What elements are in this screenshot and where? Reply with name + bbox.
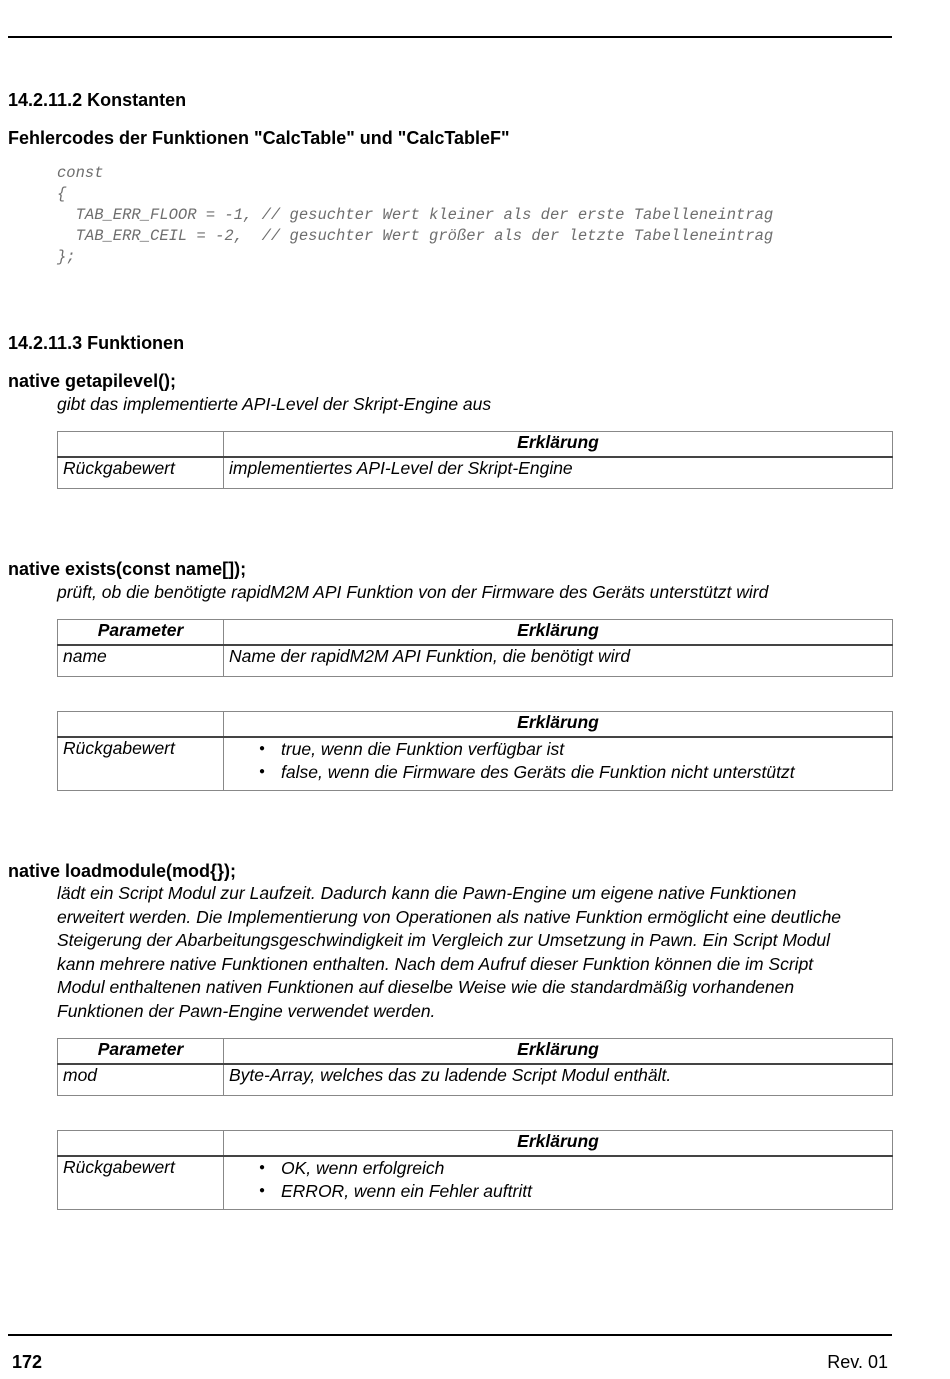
return-values: [224, 737, 893, 791]
table-header-cell: Erklärung: [224, 712, 893, 738]
revision-label: Rev. 01: [827, 1352, 888, 1372]
return-label: Rückgabewert: [58, 737, 224, 791]
description-line: lädt ein Script Modul zur Laufzeit. Dadurch kann die Pawn-Engine um eigene native Funktionen: [57, 883, 797, 903]
return-table-loadmodule: [57, 1130, 893, 1210]
table-header-cell: Erklärung: [224, 1131, 893, 1157]
list-item: ● false, wenn die Firmware des Geräts die Funktion nicht unterstützt: [281, 761, 887, 784]
return-values: [224, 1156, 893, 1210]
page-number: 172: [12, 1352, 43, 1372]
description-line: Funktionen der Pawn-Engine verwendet werden.: [57, 1000, 436, 1021]
code-line: {: [57, 185, 67, 203]
section-heading-functions: 14.2.11.3 Funktionen: [8, 333, 185, 353]
return-table-exists: [57, 711, 893, 791]
footer-rule: [8, 1334, 892, 1336]
list-item: ● OK, wenn erfolgreich: [281, 1157, 887, 1180]
header-rule: [8, 36, 892, 38]
code-block: [57, 163, 773, 268]
list-item: ● true, wenn die Funktion verfügbar ist: [281, 738, 887, 761]
param-name: mod: [58, 1064, 224, 1096]
description-line: Steigerung der Abarbeitungsgeschwindigkeit im Vergleich zur Umsetzung in Pawn. Ein Script Modul: [57, 930, 830, 950]
return-label: Rückgabewert: [58, 457, 224, 489]
table-header-cell: [58, 712, 224, 738]
code-line: };: [57, 248, 76, 266]
table-header-cell: Erklärung: [224, 432, 893, 458]
table-header-cell: Parameter: [58, 620, 224, 646]
table-header-cell: Erklärung: [224, 1039, 893, 1065]
table-header-cell: [58, 1131, 224, 1157]
code-line: TAB_ERR_CEIL = -2, // gesuchter Wert größer als der letzte Tabelleneintrag: [57, 227, 774, 245]
function-description-loadmodule: [57, 882, 897, 1023]
function-description-exists: prüft, ob die benötigte rapidM2M API Funktion von der Firmware des Geräts unterstützt wird: [57, 582, 769, 602]
code-line: const: [57, 164, 104, 182]
function-signature-exists: native exists(const name[]);: [8, 559, 247, 579]
function-signature-loadmodule: native loadmodule(mod{});: [8, 861, 237, 881]
param-description: Byte-Array, welches das zu ladende Script Modul enthält.: [224, 1064, 893, 1096]
list-item: ● ERROR, wenn ein Fehler auftritt: [281, 1180, 887, 1203]
description-line: erweitert werden. Die Implementierung von Operationen als native Funktion ermöglicht eine deutliche: [57, 906, 842, 927]
return-table-getapilevel: [57, 431, 893, 489]
function-signature-getapilevel: native getapilevel();: [8, 371, 177, 391]
param-description: Name der rapidM2M API Funktion, die benötigt wird: [224, 645, 893, 677]
param-table-exists: [57, 619, 893, 677]
code-line: TAB_ERR_FLOOR = -1, // gesuchter Wert kleiner als der erste Tabelleneintrag: [57, 206, 774, 224]
function-description-getapilevel: gibt das implementierte API-Level der Skript-Engine aus: [57, 394, 492, 414]
table-header-cell: [58, 432, 224, 458]
return-label: Rückgabewert: [58, 1156, 224, 1210]
param-name: name: [58, 645, 224, 677]
table-header-cell: Erklärung: [224, 620, 893, 646]
param-table-loadmodule: [57, 1038, 893, 1096]
description-line: Modul enthaltenen nativen Funktionen auf dieselbe Weise wie die standardmäßig vorhandenen: [57, 977, 795, 997]
section-heading-constants: 14.2.11.2 Konstanten: [8, 90, 187, 110]
return-bullet-list: [229, 1157, 887, 1202]
return-value: implementiertes API-Level der Skript-Engine: [224, 457, 893, 489]
return-bullet-list: [229, 738, 887, 783]
constants-subheading: Fehlercodes der Funktionen "CalcTable" und "CalcTableF": [8, 128, 510, 148]
description-line: kann mehrere native Funktionen enthalten. Nach dem Aufruf dieser Funktion können die im Script: [57, 953, 814, 974]
table-header-cell: Parameter: [58, 1039, 224, 1065]
